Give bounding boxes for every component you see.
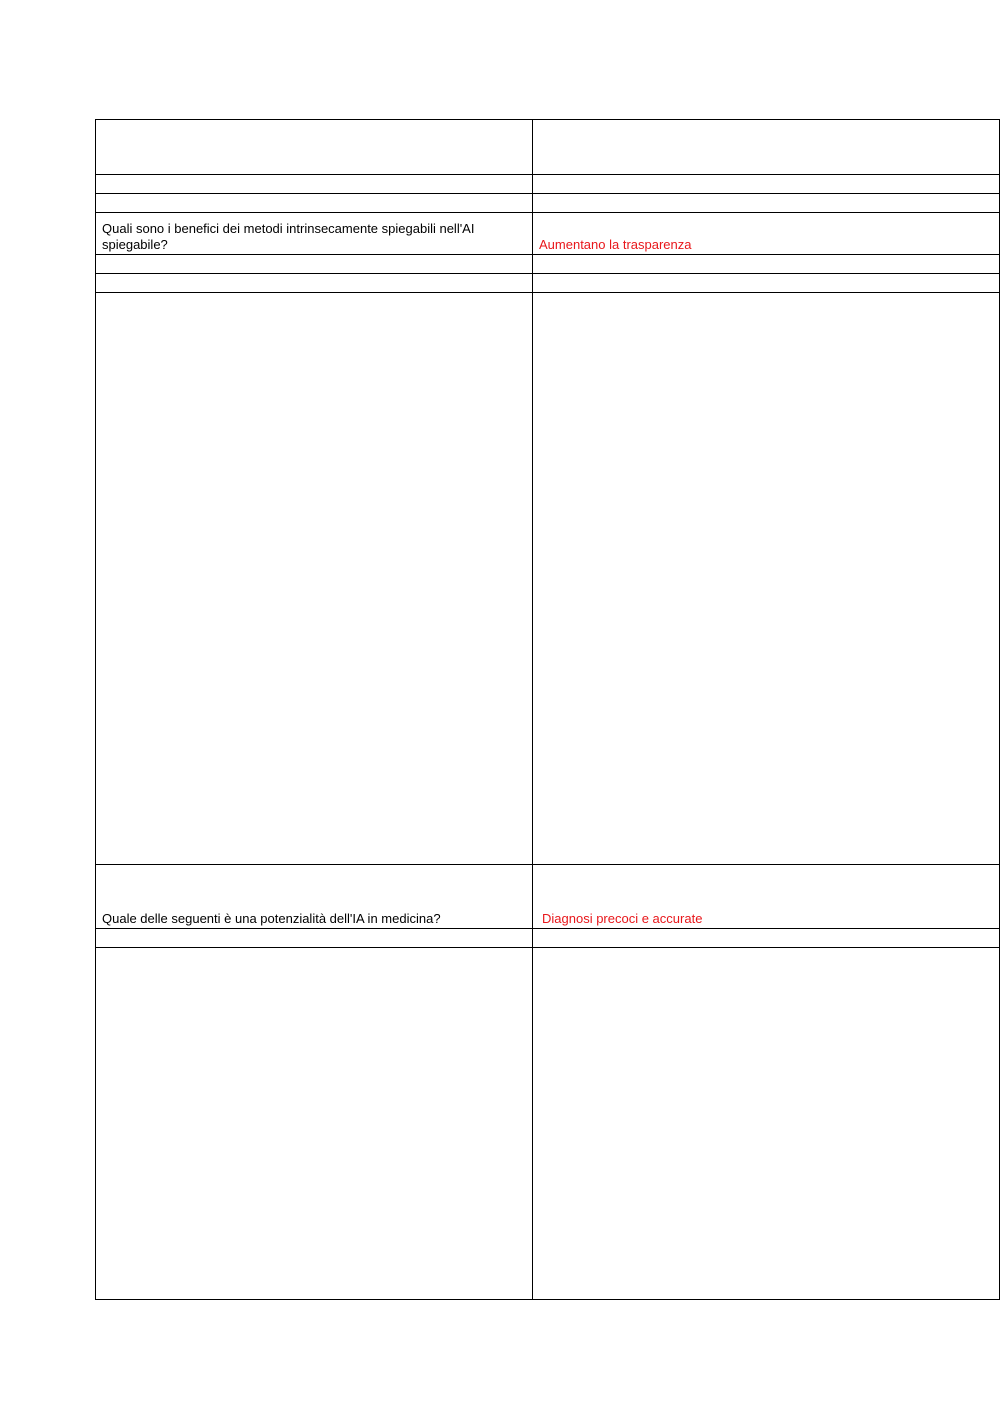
sheet-cell-empty bbox=[533, 929, 1000, 948]
question-row bbox=[96, 865, 1000, 929]
sheet-row-empty bbox=[96, 274, 1000, 293]
sheet-row-empty bbox=[96, 194, 1000, 213]
sheet-cell-empty bbox=[533, 120, 1000, 175]
question-cell bbox=[96, 865, 533, 929]
question-text: Quale delle seguenti è una potenzialità dell'IA in medicina? bbox=[102, 911, 441, 926]
sheet-cell-empty bbox=[96, 274, 533, 293]
sheet-cell-empty bbox=[96, 194, 533, 213]
answer-text: Aumentano la trasparenza bbox=[539, 237, 692, 252]
question-cell bbox=[96, 213, 533, 255]
sheet-cell-empty bbox=[96, 293, 533, 865]
question-row bbox=[96, 213, 1000, 255]
sheet-cell-empty bbox=[96, 255, 533, 274]
sheet-cell-empty bbox=[533, 175, 1000, 194]
sheet-row-empty bbox=[96, 120, 1000, 175]
sheet-cell-empty bbox=[96, 120, 533, 175]
sheet-cell-empty bbox=[533, 194, 1000, 213]
sheet-cell-empty bbox=[96, 948, 533, 1300]
sheet-cell-empty bbox=[96, 929, 533, 948]
question-text: Quali sono i benefici dei metodi intrinsecamente spiegabili nell'AI spiegabile? bbox=[102, 221, 475, 252]
sheet-row-empty bbox=[96, 293, 1000, 865]
sheet-row-empty bbox=[96, 948, 1000, 1300]
sheet-row-empty bbox=[96, 255, 1000, 274]
sheet-row-empty bbox=[96, 175, 1000, 194]
sheet-cell-empty bbox=[533, 274, 1000, 293]
answer-cell bbox=[533, 213, 1000, 255]
sheet-cell-empty bbox=[533, 293, 1000, 865]
answer-text: Diagnosi precoci e accurate bbox=[542, 911, 703, 926]
answer-cell bbox=[533, 865, 1000, 929]
sheet-cell-empty bbox=[533, 948, 1000, 1300]
sheet-cell-empty bbox=[533, 255, 1000, 274]
sheet-cell-empty bbox=[96, 175, 533, 194]
sheet-row-empty bbox=[96, 929, 1000, 948]
quiz-sheet-table bbox=[95, 119, 1000, 1300]
